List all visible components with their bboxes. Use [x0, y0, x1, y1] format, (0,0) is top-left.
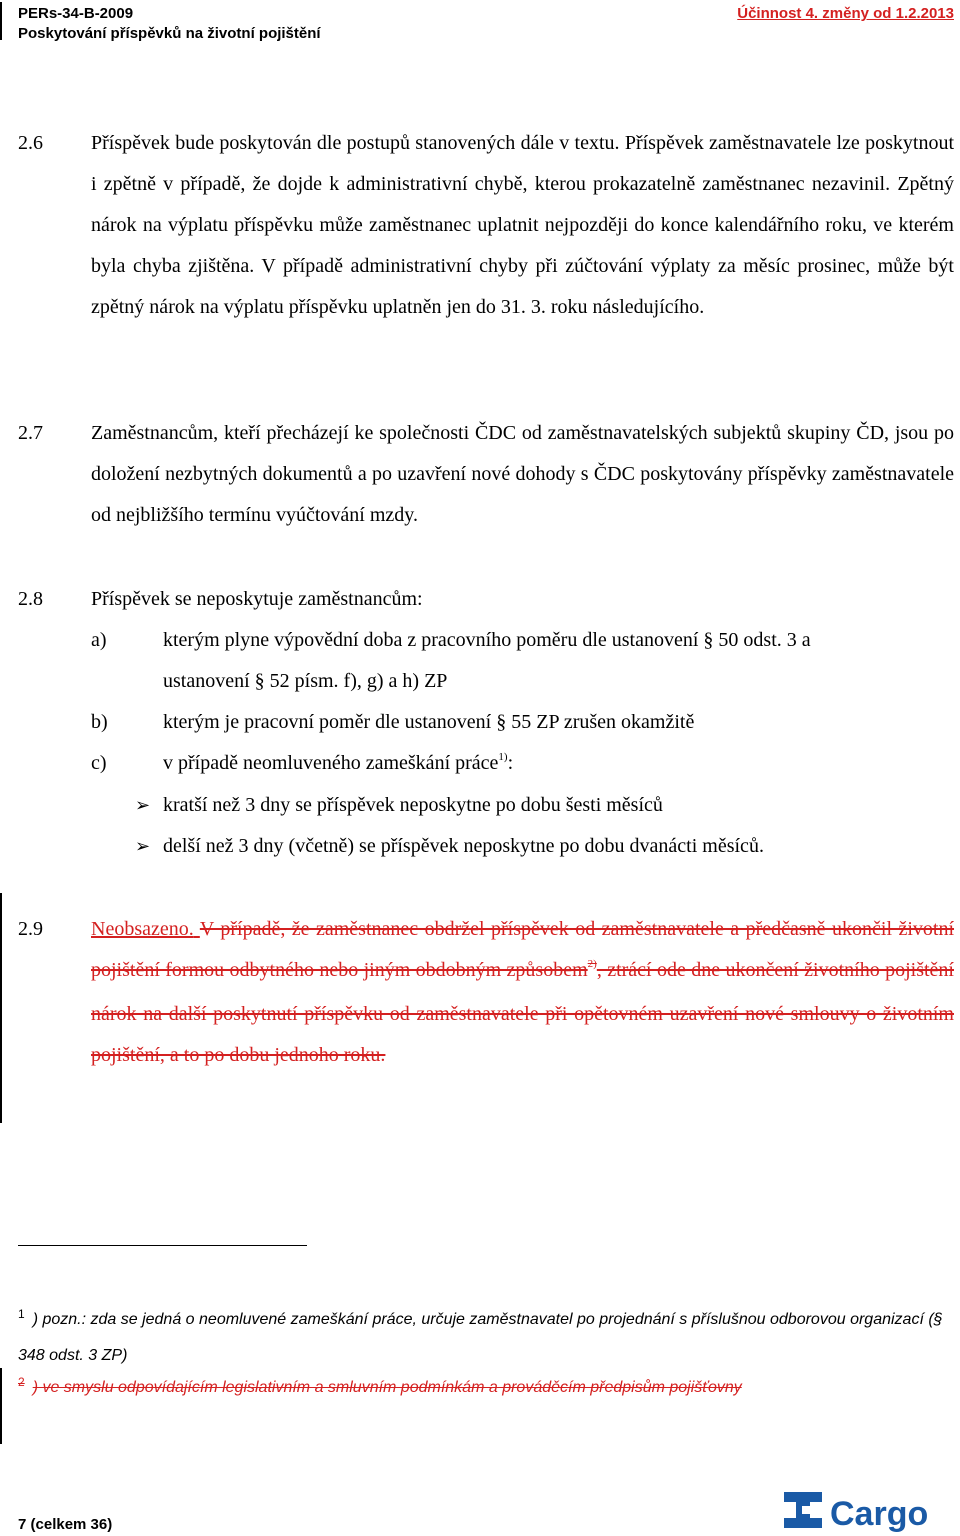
- bullet-item: [135, 785, 930, 826]
- footnote-mark: 1: [18, 1307, 25, 1321]
- revision-bar: [0, 893, 2, 1123]
- section-text: [91, 909, 954, 1076]
- page-number: 7 (celkem 36): [18, 1516, 113, 1533]
- footnote-ref: 2): [587, 958, 597, 970]
- list-item-a: [91, 620, 930, 702]
- item-label: b): [91, 711, 108, 733]
- footnote-text: ) pozn.: zda se jedná o neomluvené zameškání práce, určuje zaměstnavatel po projednání s příslušnou odborovou organizací (§ 348 odst. 3 ZP): [18, 1311, 943, 1364]
- list-item-c: [91, 743, 930, 787]
- footnote-2: [18, 1370, 956, 1406]
- bullet-text: kratší než 3 dny se příspěvek neposkytne po dobu šesti měsíců: [163, 794, 663, 816]
- logo-text: Cargo: [830, 1495, 929, 1532]
- section-2-9: [18, 909, 954, 1076]
- item-text-main: v případě neomluveného zameškání práce: [163, 752, 499, 774]
- footnote-1: [18, 1302, 956, 1373]
- effective-date: Účinnost 4. změny od 1.2.2013: [737, 5, 954, 22]
- footnote-text: ) ve smyslu odpovídajícím legislativním a smluvním podmínkám a prováděcím předpisům pojišťovny: [32, 1379, 742, 1396]
- revision-bar: [0, 1368, 2, 1444]
- section-number: 2.8: [18, 588, 43, 610]
- arrow-bullet-icon: ➢: [135, 795, 151, 816]
- item-text: kterým je pracovní poměr dle ustanovení § 55 ZP zrušen okamžitě: [163, 711, 695, 733]
- footnote-mark: 2: [18, 1375, 25, 1389]
- section-number: 2.6: [18, 132, 43, 154]
- doc-title: Poskytování příspěvků na životní pojištění: [18, 25, 321, 42]
- deleted-text: , ztrácí ode dne ukončení životního pojištění nárok na další poskytnutí příspěvku od zaměstnavatele při opětovném uzavření nové smlouvy o životním pojištění, a to po dobu jednoho roku.: [91, 959, 954, 1066]
- cd-cargo-logo: [782, 1488, 954, 1532]
- item-text: [163, 620, 930, 702]
- deleted-text: V případě, že zaměstnanec obdržel příspěvek od zaměstnavatele a předčasně ukončil životní pojištění formou odbytného nebo jiným obdobným způsobem: [91, 918, 955, 981]
- item-label: a): [91, 629, 107, 651]
- item-text-after: :: [507, 752, 514, 774]
- item-label: c): [91, 752, 107, 774]
- section-text: Zaměstnancům, kteří přecházejí ke společnosti ČDC od zaměstnavatelských subjektů skupiny ČD, jsou po doložení nezbytných dokumentů a po uzavření nové dohody s ČDC poskytovány příspěvky zaměstnavatele od nejbližšího termínu vyúčtování mzdy.: [91, 422, 954, 526]
- section-number: 2.7: [18, 422, 43, 444]
- inserted-text: Neobsazeno.: [91, 918, 194, 940]
- section-number: 2.9: [18, 918, 43, 940]
- list-item-b: [91, 702, 930, 743]
- item-text: [163, 743, 930, 787]
- arrow-bullet-icon: ➢: [135, 836, 151, 857]
- footnote-separator: [18, 1245, 307, 1246]
- bullet-item: [135, 826, 930, 867]
- section-2-7: [18, 413, 954, 536]
- section-2-6: [18, 123, 954, 328]
- item-line: ustanovení § 52 písm. f), g) a h) ZP: [163, 670, 448, 692]
- bullet-text: delší než 3 dny (včetně) se příspěvek neposkytne po dobu dvanácti měsíců.: [163, 835, 764, 857]
- section-text: Příspěvek bude poskytován dle postupů stanovených dále v textu. Příspěvek zaměstnavatele lze poskytnout i zpětně v případě, že dojde k administrativní chybě, kterou prokazatelně zaměstnanec nezavinil. Zpětný nárok na výplatu příspěvku může zaměstnanec uplatnit nejpozději do konce kalendářního roku, ve kterém byla chyba zjištěna. V případě administrativní chyby při zúčtování výplaty za měsíc prosinec, může být zpětný nárok na výplatu příspěvku uplatněn jen do 31. 3. roku následujícího.: [91, 132, 954, 318]
- header-left: [18, 4, 321, 44]
- section-2-8: [18, 579, 954, 620]
- item-line: kterým plyne výpovědní doba z pracovního poměru dle ustanovení § 50 odst. 3 a: [163, 629, 811, 651]
- footnote-ref: 1): [498, 751, 508, 763]
- revision-bar: [0, 2, 2, 40]
- section-intro: Příspěvek se neposkytuje zaměstnancům:: [91, 588, 423, 610]
- doc-id: PERs-34-B-2009: [18, 5, 134, 22]
